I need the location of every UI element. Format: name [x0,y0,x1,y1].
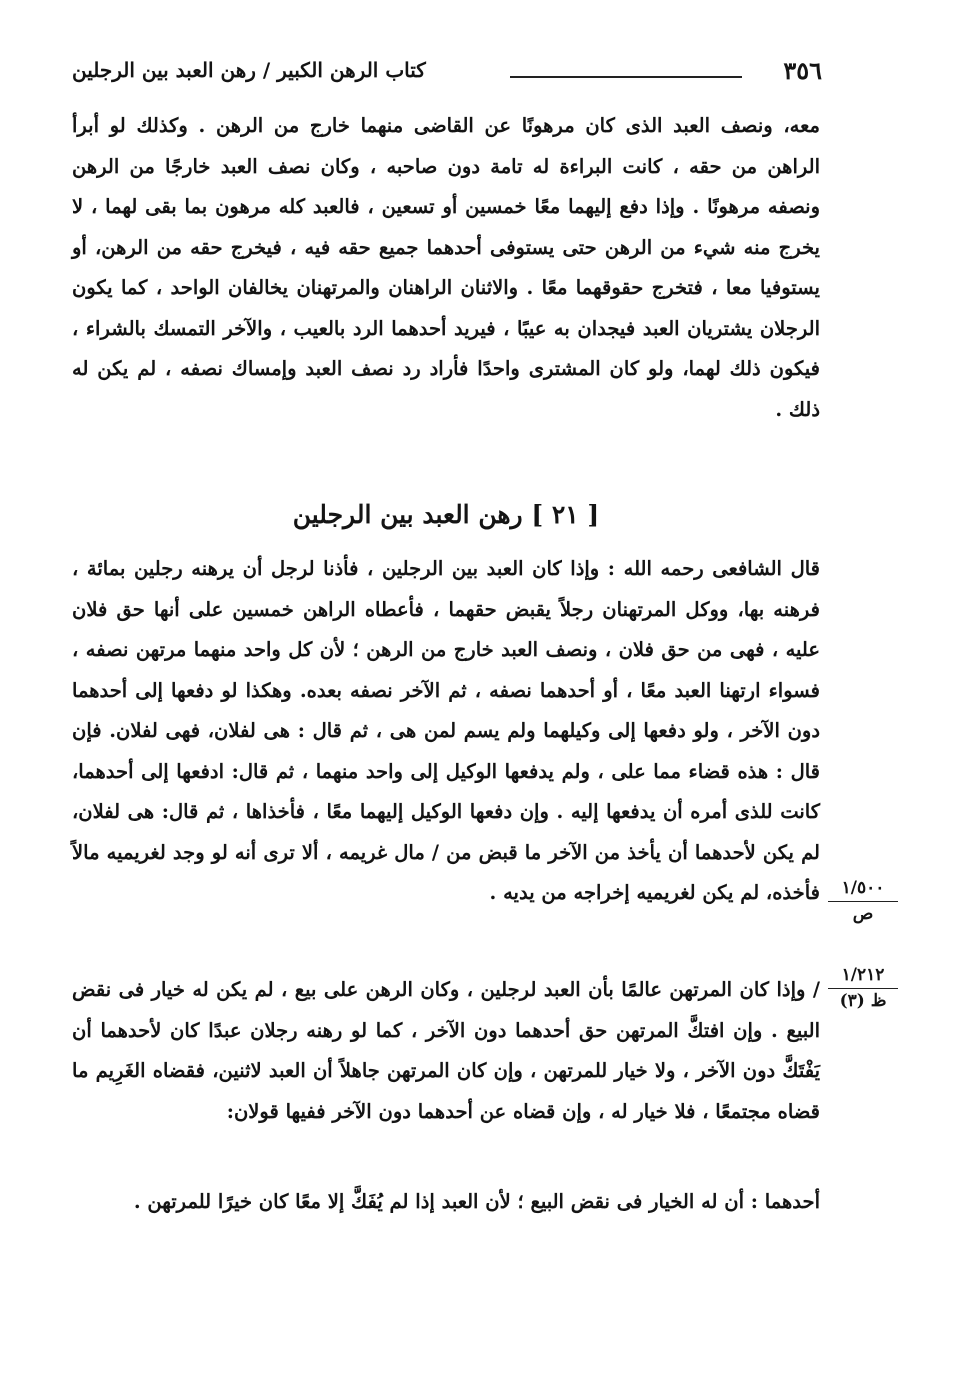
section-heading: [ ٢١ ] رهن العبد بين الرجلين [292,500,600,529]
margin-note-number: ١/٥٠٠ [828,878,898,902]
margin-note-number: ١/٢١٢ [828,965,898,989]
header-rule [510,76,742,78]
paragraph-4-text: أن له الخيار فى نقض البيع ؛ لأن العبد إذا لم يُفَكَّ إلا معًا كان خيرًا للمرتهن . [133,1190,744,1213]
margin-note-source: ظ (٣) [839,991,887,1011]
speaker-label: أحدهما : [750,1190,820,1213]
paragraph-1: معه، ونصف العبد الذى كان مرهونًا عن القاضى منهما خارج من الرهن . وكذلك لو أبرأ الراهن من حقه ، كانت البراءة له تامة دون صاحبه ، وكان نصف العبد خارجًا من الرهن ونصفه مرهونًا . وإذا دفع إليهما معًا خمسين أو تسعين ، فالعبد كله مرهون بما بقى لهما ، لا يخرج منه شيء من الرهن حتى يستوفى أحدهما جميع حقه فيه ، فيخرج حقه من الرهن، أو يستوفيا معا ، فتخرج حقوقهما معًا . والاثنان الراهنان والمرتهنان يخالفان الواحد ، كما يكون الرجلان يشتريان العبد فيجدان به عيبًا ، فيريد أحدهما الرد بالعيب ، والآخر التمسك بالشراء ، فيكون ذلك لهما، ولو كان المشترى واحدًا فأراد رد نصف العبد وإمساك نصفه ، لم يكن له ذلك . [72,114,820,421]
margin-note-source: ص [852,904,874,924]
margin-note-folio-1 [828,878,898,924]
paragraph-2-text: رحمه الله : وإذا كان العبد بين الرجلين ، فأذنا لرجل أن يرهنه رجلين بمائة ، فرهنه بها، ووكل المرتهنان رجلاً يقبض حقهما ، فأعطاه الراهن خمسين على أنها حق فلان عليه ، فهى من حق فلان ، ونصف العبد خارج من الرهن ؛ لأن كل واحد منهما مرتهن نصفه ، فسواء ارتهنا العبد معًا ، أو أحدهما نصفه ، ثم الآخر نصفه بعده. وهكذا لو دفعها إلى أحدهما دون الآخر ، ولو دفعها إلى وكيلهما ولم يسم لمن هى ، ثم قال : هى لفلان، فهى لفلان. فإن قال : هذه قضاء مما على ، ولم يدفعها الوكيل إلى واحد منهما ، ثم قال: ادفعها إلى أحدهما، كانت للذى أمره أن يدفعها إليه . وإن دفعها الوكيل إليهما معًا ، فأخذاها ، ثم قال: هى لفلان، لم يكن لأحدهما أن يأخذ من الآخر ما قبض من / مال غريمه ، ألا ترى أنه لو وجد لغريميه مالاً فأخذه، لم يكن لغريميه إخراجه من يديه . [72,557,820,904]
paragraph-4 [72,1182,820,1223]
running-title: كتاب الرهن الكبير / رهن العبد بين الرجلين [72,58,426,82]
paragraph-3: / وإذا كان المرتهن عالمًا بأن العبد لرجلين ، وكان الرهن على بيع ، لم يكن له خيار فى نقض البيع . وإن افتكَّ المرتهن حق أحدهما دون الآخر ، كما لو رهنه رجلان عبدًا كان لأحدهما أن يَفْتَكَّ دون الآخر ، ولا خيار للمرتهن ، وإن كان المرتهن جاهلاً أن العبد لاثنين، فقضاه الغَرِيم ما قضاه مجتمعًا ، فلا خيار له ، وإن قضاه عن أحدهما دون الآخر ففيها قولان: [72,978,820,1123]
running-header [72,56,822,90]
paragraph-2 [72,549,820,914]
margin-note-folio-2 [828,965,898,1011]
page-number: ٣٥٦ [783,56,822,85]
speaker-name: قال الشافعى [712,557,821,580]
